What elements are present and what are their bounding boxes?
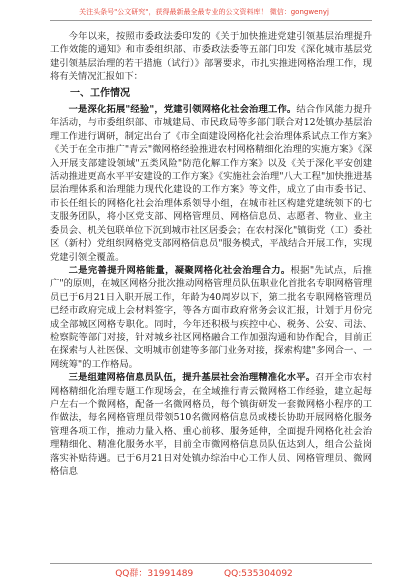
paragraph-2 xyxy=(50,264,372,371)
footer-qq-group: QQ群：31991489 xyxy=(115,569,194,579)
paragraph-3-lead: 三是组建网格信息员队伍，提升基层社会治理精准化水平。 xyxy=(68,372,316,384)
document-body xyxy=(50,30,372,478)
paragraph-3-text: 召开全市农村网格精细化治理专题工作现场会，在全域推行青云微网格工作经验，建立起每户左右一个微网格，配备一名微网格员，每个镇街研发一套微网格小程序的工作做法，每名网格管理员带领510名微网格信息员或楼长协助开展网格化服务管理各项工作，推动力量入格、重心前移、服务延伸，全面提升网格化社会治理精细化、精准化服务水平，目前全市微网格信息员队伍达到人，组合公益岗落实补贴待遇。已于6月21日对处镇办综治中心工作人员、网格管理员、微网格信息 xyxy=(50,372,372,477)
footer-divider xyxy=(50,563,372,564)
intro-paragraph: 今年以来，按照市委政法委印发的《关于加快推进党建引领基层治理提升工作效能的通知》和市委组织部、市委政法委等五部门印发《深化城市基层党建引领基层治理的若干措施（试行）》部署要求，市扎实推进网格治理工作，现将有关情况汇报如下： xyxy=(50,31,372,83)
header-divider xyxy=(50,20,372,21)
top-banner: 关注头条号"公文研究"，获得最新最全最专业的公文资料库！ 微信：gongwenyj xyxy=(79,8,329,16)
paragraph-2-lead: 二是完善提升网格能量，凝聚网格化社会治理合力。 xyxy=(68,264,291,276)
footer-qq-number: QQ:535304092 xyxy=(224,569,293,579)
section-heading: 一、工作情况 xyxy=(70,87,130,99)
paragraph-2-text: 根据"先试点，后推广"的原则，在城区网格分批次推动网格管理员队伍职业化首批名专职网格管理员已于6月21日入职开展工作，年龄为40周岁以下，第二批名专职网格管理员已经市政府完成上会材料签字，等各方面市政府常务会议汇报，计划于月份完成全部城区网格专职化。同时，今年还积极与疾控中心、税务、公安、司法、检察院等部门对接，针对城乡社区网格融合工作加强沟通和协作配合，目前正在探索与人社医保、文明城市创建等多部门业务对接，探索构建"多网合一、一网统筹"的工作格局。 xyxy=(50,264,372,370)
footer xyxy=(0,566,408,579)
paragraph-1 xyxy=(50,103,372,264)
paragraph-1-text: 结合作风能力提升年活动，与市委组织部、市城建局、市民政局等多部门联合对12处镇办基层治理工作进行调研，制定出台了《市全面建设网格化社会治理体系试点工作方案》《关于在全市推广"青云"微网格经验推进农村网格精细化治理的实施方案》《深入开展支部建设领域"五类风险"防范化解工作方案》以及《关于深化平安创建活动推进更高水平平安建设的工作方案》《实施社会治理"八大工程"加快推进基层治理体系和治理能力现代化建设的工作方案》等文件，成立了由市委书记、市长任组长的网格化社会治理体系领导小组，在城市社区构建党建统领下的七支服务团队，将小区党支部、网格管理员、网格信息员、志愿者、物业、业主委员会、机关包联单位下沉到城市社区居委会；在农村深化"镇街党（工）委社区（新村）党组织网格党支部网格信息员"服务模式，平战结合开展工作，实现党建引领全覆盖。 xyxy=(50,104,372,263)
paragraph-1-lead: 一是深化拓展"经验"，党建引领网格化社会治理工作。 xyxy=(68,104,297,116)
paragraph-3 xyxy=(50,371,372,478)
